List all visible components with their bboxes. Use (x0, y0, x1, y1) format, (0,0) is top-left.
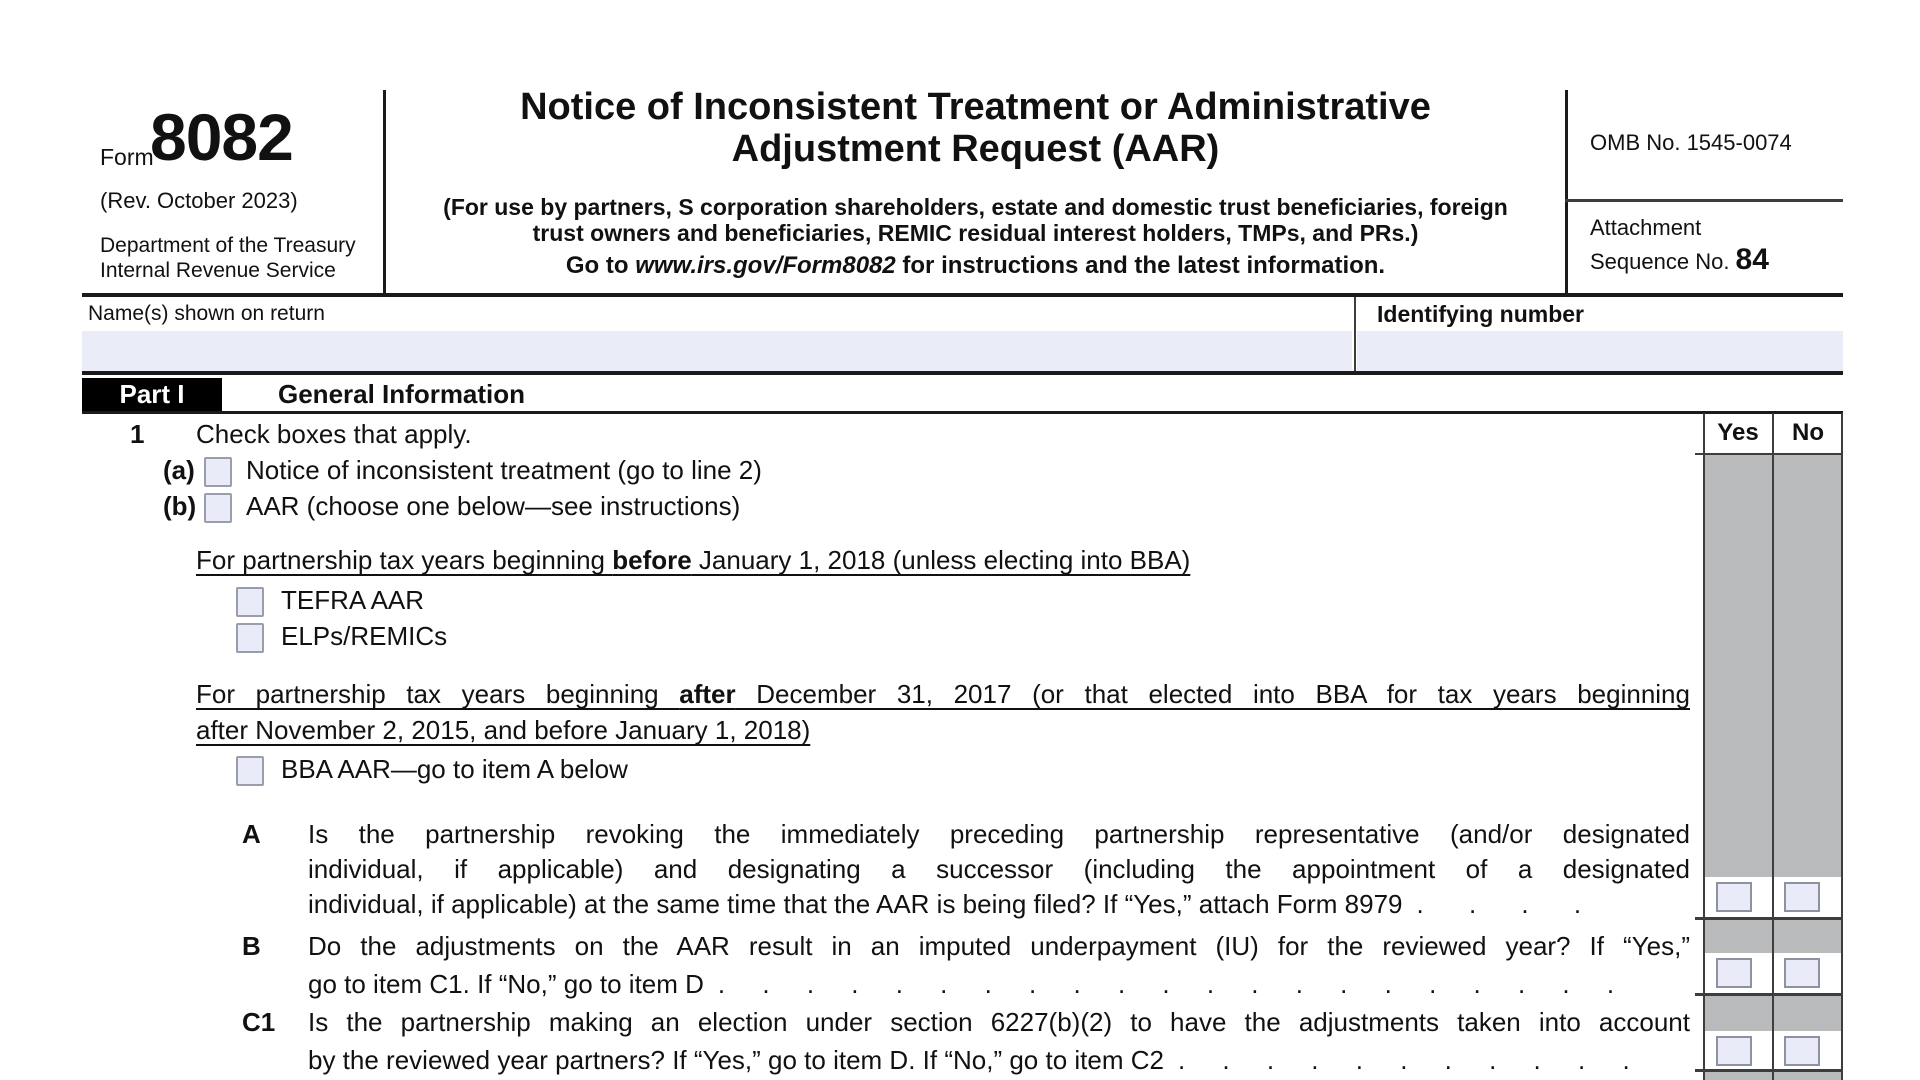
omb-number: OMB No. 1545-0074 (1590, 130, 1792, 155)
form-number: 8082 (150, 100, 293, 174)
header-divider-left (383, 90, 386, 296)
sequence-label: Sequence No. 84 (1590, 243, 1769, 276)
form-subtitle-line2: trust owners and beneficiaries, REMIC residual interest holders, TMPs, and PRs.) (532, 220, 1419, 246)
line1-text: Check boxes that apply. (196, 419, 472, 449)
identifying-number-input[interactable] (1357, 331, 1843, 371)
form-title-line1: Notice of Inconsistent Treatment or Administrative (520, 86, 1431, 128)
question-a-yes-checkbox[interactable] (1716, 882, 1752, 912)
question-c1-label: C1 (242, 1007, 276, 1037)
question-a-no-checkbox[interactable] (1784, 882, 1820, 912)
heading-before-2018: For partnership tax years beginning before January 1, 2018 (unless electing into BBA) (196, 545, 1191, 575)
header-bottom-rule (82, 293, 1843, 297)
option-b-checkbox[interactable] (204, 493, 232, 523)
dot-leader: . . . . (1416, 889, 1582, 919)
form-title-line2: Adjustment Request (AAR) (731, 128, 1220, 170)
part1-bottom-rule (82, 411, 1843, 414)
goto-line (386, 252, 1565, 280)
line1-number: 1 (130, 419, 145, 449)
omb-divider (1565, 199, 1843, 202)
name-row-bottom-rule (82, 371, 1843, 375)
question-c1-line2: by the reviewed year partners? If “Yes,” go to item D. If “No,” go to item C2 . . . . . . . . . . . (308, 1045, 1630, 1075)
heading-after-2017-line1: For partnership tax years beginning after December 31, 2017 (or that elected into BBA for tax years beginning (196, 679, 1690, 709)
question-c1-yes-checkbox[interactable] (1716, 1036, 1752, 1066)
form-subtitle-line1: (For use by partners, S corporation shareholders, estate and domestic trust beneficiaries, foreign (443, 194, 1508, 220)
name-id-divider (1354, 297, 1356, 371)
yes-no-col-divider (1772, 413, 1774, 1080)
option-b-label: (b) (163, 491, 197, 521)
yes-column-header: Yes (1717, 419, 1759, 446)
question-a-line2: individual, if applicable) and designating a successor (including the appointment of a designated (308, 854, 1690, 884)
option-a-text: Notice of inconsistent treatment (go to line 2) (246, 455, 762, 485)
goto-suffix: for instructions and the latest information. (895, 252, 1386, 279)
tefra-aar-checkbox[interactable] (236, 587, 264, 617)
agency-line2: Internal Revenue Service (100, 259, 336, 282)
no-column-header: No (1792, 419, 1824, 446)
option-a-label: (a) (163, 455, 195, 485)
row-a-separator (1695, 917, 1843, 920)
tefra-aar-label: TEFRA AAR (281, 585, 425, 615)
part1-badge: Part I (82, 378, 222, 411)
agency-line1: Department of the Treasury (100, 234, 356, 257)
question-c1-line1: Is the partnership making an election under section 6227(b)(2) to have the adjustments taken into account (308, 1007, 1690, 1037)
yesno-header-underline (1695, 453, 1843, 455)
row-c1-separator (1695, 1069, 1843, 1072)
question-b-line1: Do the adjustments on the AAR result in an imputed underpayment (IU) for the reviewed year? If “Yes,” (308, 931, 1690, 961)
question-a-line3: individual, if applicable) at the same time that the AAR is being filed? If “Yes,” attach Form 8979 . . . . (308, 889, 1582, 919)
form-word: Form (100, 144, 154, 170)
dot-leader: . . . . . . . . . . . (1177, 1045, 1630, 1075)
question-c1-no-checkbox[interactable] (1784, 1036, 1820, 1066)
question-b-yes-checkbox[interactable] (1716, 958, 1752, 988)
question-a-line1: Is the partnership revoking the immediately preceding partnership representative (and/or designated (308, 819, 1690, 849)
question-b-line2: go to item C1. If “No,” go to item D . . . . . . . . . . . . . . . . . . . . . (308, 969, 1615, 999)
option-b-text: AAR (choose one below—see instructions) (246, 491, 741, 521)
part1-title: General Information (278, 379, 526, 409)
question-b-label: B (242, 931, 261, 961)
elps-remics-label: ELPs/REMICs (281, 621, 448, 651)
header-divider-right (1565, 90, 1568, 296)
row-b-separator (1695, 993, 1843, 996)
sequence-number: 84 (1735, 243, 1769, 276)
question-b-no-checkbox[interactable] (1784, 958, 1820, 988)
elps-remics-checkbox[interactable] (236, 623, 264, 653)
name-on-return-input[interactable] (82, 331, 1352, 371)
bba-aar-checkbox[interactable] (236, 756, 264, 786)
option-a-checkbox[interactable] (204, 457, 232, 487)
question-a-label: A (242, 819, 261, 849)
bba-aar-label: BBA AAR—go to item A below (281, 754, 628, 784)
form-revision: (Rev. October 2023) (100, 188, 298, 213)
no-col-right-border (1841, 413, 1843, 1080)
identifying-number-label: Identifying number (1377, 301, 1584, 327)
name-on-return-label: Name(s) shown on return (88, 302, 325, 325)
goto-prefix: Go to (565, 252, 636, 279)
attachment-label: Attachment (1590, 215, 1702, 240)
goto-url-link[interactable]: www.irs.gov/Form8082 (635, 252, 896, 279)
yes-col-left-border (1703, 413, 1705, 1080)
dot-leader: . . . . . . . . . . . . . . . . . . . . . (717, 969, 1615, 999)
heading-after-2017-line2: after November 2, 2015, and before January 1, 2018) (196, 715, 811, 745)
